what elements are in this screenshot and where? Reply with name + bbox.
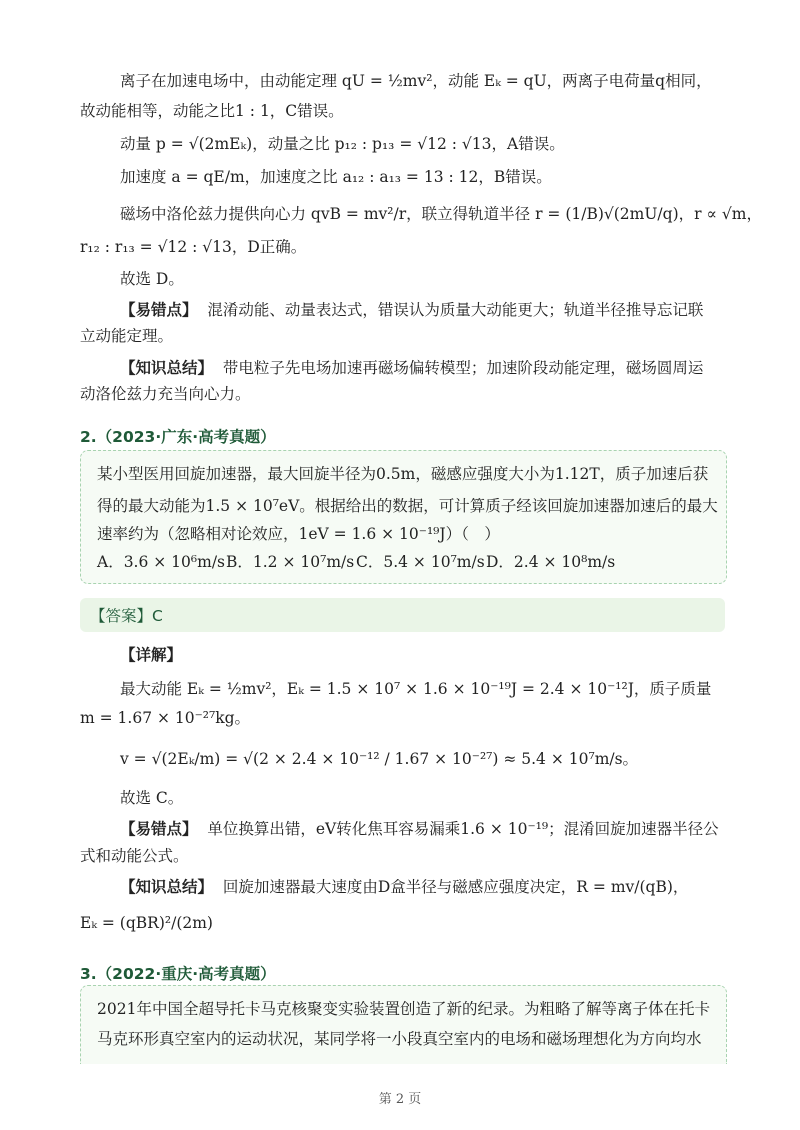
error-point-text: 单位换算出错，eV转化焦耳容易漏乘1.6 × 10⁻¹⁹；混淆回旋加速器半径公	[207, 820, 719, 838]
answer-bar	[80, 598, 725, 632]
knowledge-summary	[120, 876, 688, 898]
question-stem: 得的最大动能为1.5 × 10⁷eV。根据给出的数据，可计算质子经该回旋加速器加速后的最大	[97, 497, 718, 515]
error-point-text: 混淆动能、动量表达式，错误认为质量大动能更大；轨道半径推导忘记联	[207, 301, 704, 319]
error-point-label: 【易错点】	[120, 819, 198, 838]
question-stem: 某小型医用回旋加速器，最大回旋半径为0.5m，磁感应强度大小为1.12T，质子加速后获	[97, 465, 709, 483]
question-stem: 马克环形真空室内的运动状况，某同学将一小段真空室内的电场和磁场理想化为方向均水	[97, 1030, 702, 1048]
detail-label: 【详解】	[120, 645, 183, 664]
detail-line: 最大动能 Eₖ = ½mv²，Eₖ = 1.5 × 10⁷ × 1.6 × 10⁻¹⁹J = 2.4 × 10⁻¹²J，质子质量	[120, 680, 712, 698]
answer-text: 【答案】C	[90, 607, 163, 625]
knowledge-summary-label: 【知识总结】	[120, 877, 214, 896]
question-2-header: 2.（2023·广东·高考真题）	[80, 428, 276, 446]
detail-line: v = √(2Eₖ/m) = √(2 × 2.4 × 10⁻¹² / 1.67 × 10⁻²⁷) ≈ 5.4 × 10⁷m/s。	[120, 750, 639, 768]
knowledge-summary-label: 【知识总结】	[120, 358, 214, 377]
solution-line: 故选 D。	[120, 270, 184, 288]
question-stem: 2021年中国全超导托卡马克核聚变实验装置创造了新的纪录。为粗略了解等离子体在托卡	[97, 1000, 710, 1018]
detail-line: m = 1.67 × 10⁻²⁷kg。	[80, 709, 251, 727]
error-point-label: 【易错点】	[120, 300, 198, 319]
solution-line: 磁场中洛伦兹力提供向心力 qvB = mv²/r，联立得轨道半径 r = (1/B)√(2mU/q)，r ∝ √m，	[120, 205, 762, 223]
error-point	[120, 299, 703, 321]
knowledge-summary-cont: 动洛伦兹力充当向心力。	[80, 385, 251, 403]
option-d[interactable]: D．2.4 × 10⁸m/s	[486, 553, 616, 571]
solution-line: 动量 p = √(2mEₖ)，动量之比 p₁₂ : p₁₃ = √12 : √13，A错误。	[120, 135, 565, 153]
question-3-header: 3.（2022·重庆·高考真题）	[80, 965, 276, 983]
knowledge-summary	[120, 357, 703, 379]
error-point-cont: 式和动能公式。	[80, 847, 189, 865]
knowledge-summary-text: 回旋加速器最大速度由D盒半径与磁感应强度决定，R = mv/(qB)，	[222, 878, 689, 896]
knowledge-summary-text: 带电粒子先电场加速再磁场偏转模型；加速阶段动能定理，磁场圆周运	[222, 359, 704, 377]
question-2-box	[80, 450, 727, 584]
option-b[interactable]: B．1.2 × 10⁷m/s	[226, 553, 355, 571]
question-3-box	[80, 985, 727, 1064]
option-a[interactable]: A．3.6 × 10⁶m/s	[97, 553, 225, 571]
page-number: 第 2 页	[378, 1092, 422, 1107]
solution-line: 故动能相等，动能之比1 : 1，C错误。	[80, 102, 344, 120]
option-c[interactable]: C．5.4 × 10⁷m/s	[356, 553, 485, 571]
question-stem: 速率约为（忽略相对论效应，1eV = 1.6 × 10⁻¹⁹J）（ ）	[97, 525, 500, 543]
solution-line: r₁₂ : r₁₃ = √12 : √13，D正确。	[80, 238, 307, 256]
detail-line: 故选 C。	[120, 789, 184, 807]
error-point-cont: 立动能定理。	[80, 327, 174, 345]
knowledge-summary-cont: Eₖ = (qBR)²/(2m)	[80, 914, 213, 932]
solution-line: 加速度 a = qE/m，加速度之比 a₁₂ : a₁₃ = 13 : 12，B错误。	[120, 168, 552, 186]
error-point	[120, 818, 719, 840]
solution-line: 离子在加速电场中，由动能定理 qU = ½mv²，动能 Eₖ = qU，两离子电荷量q相同，	[120, 72, 712, 90]
